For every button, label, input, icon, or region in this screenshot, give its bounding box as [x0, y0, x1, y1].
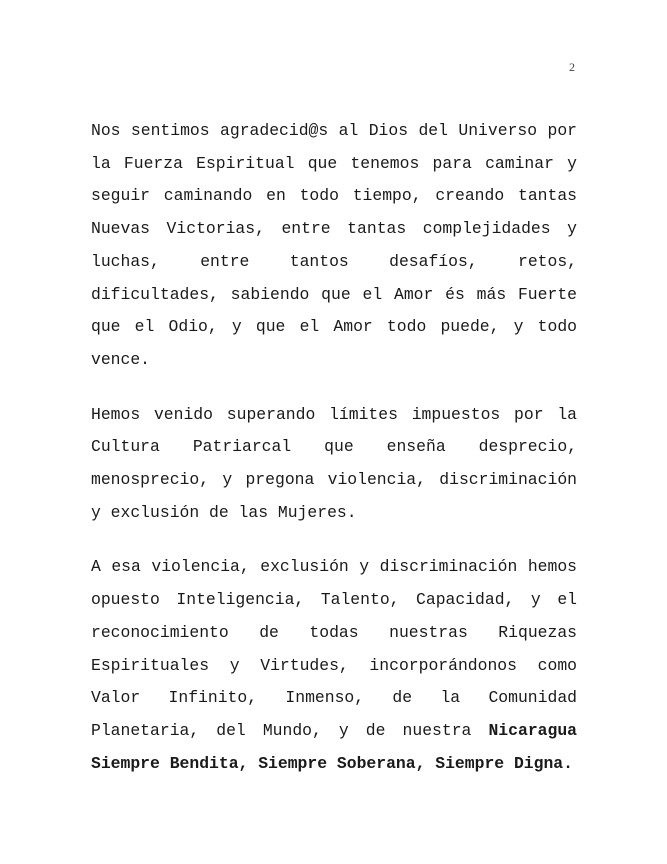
paragraph-opposition-emphasis: Nicaragua Siempre Bendita, Siempre Soberana, Siempre Digna.: [91, 720, 577, 773]
paragraph-gratitude: Nos sentimos agradecid@s al Dios del Universo por la Fuerza Espiritual que tenemos para caminar y seguir caminando en todo tiempo, creando tantas Nuevas Victorias, entre tantas complejidades y luchas, entre tantos desafíos, retos, dificultades, sabiendo que el Amor és más Fuerte que el Odio, y que el Amor todo puede, y todo vence.: [91, 121, 577, 369]
paragraph-opposition: [91, 551, 577, 780]
paragraph-overcoming-limits: Hemos venido superando límites impuestos por la Cultura Patriarcal que enseña desprecio, menosprecio, y pregona violencia, discriminación y exclusión de las Mujeres.: [91, 404, 577, 522]
page-number: 2: [569, 60, 575, 74]
document-body: [91, 115, 577, 802]
paragraph-opposition-text: A esa violencia, exclusión y discriminación hemos opuesto Inteligencia, Talento, Capacidad, y el reconocimiento de todas nuestras Riquezas Espirituales y Virtudes, incorporándonos como Valor Infinito, Inmenso, de la Comunidad Planetaria, del Mundo, y de nuestra: [91, 557, 577, 740]
